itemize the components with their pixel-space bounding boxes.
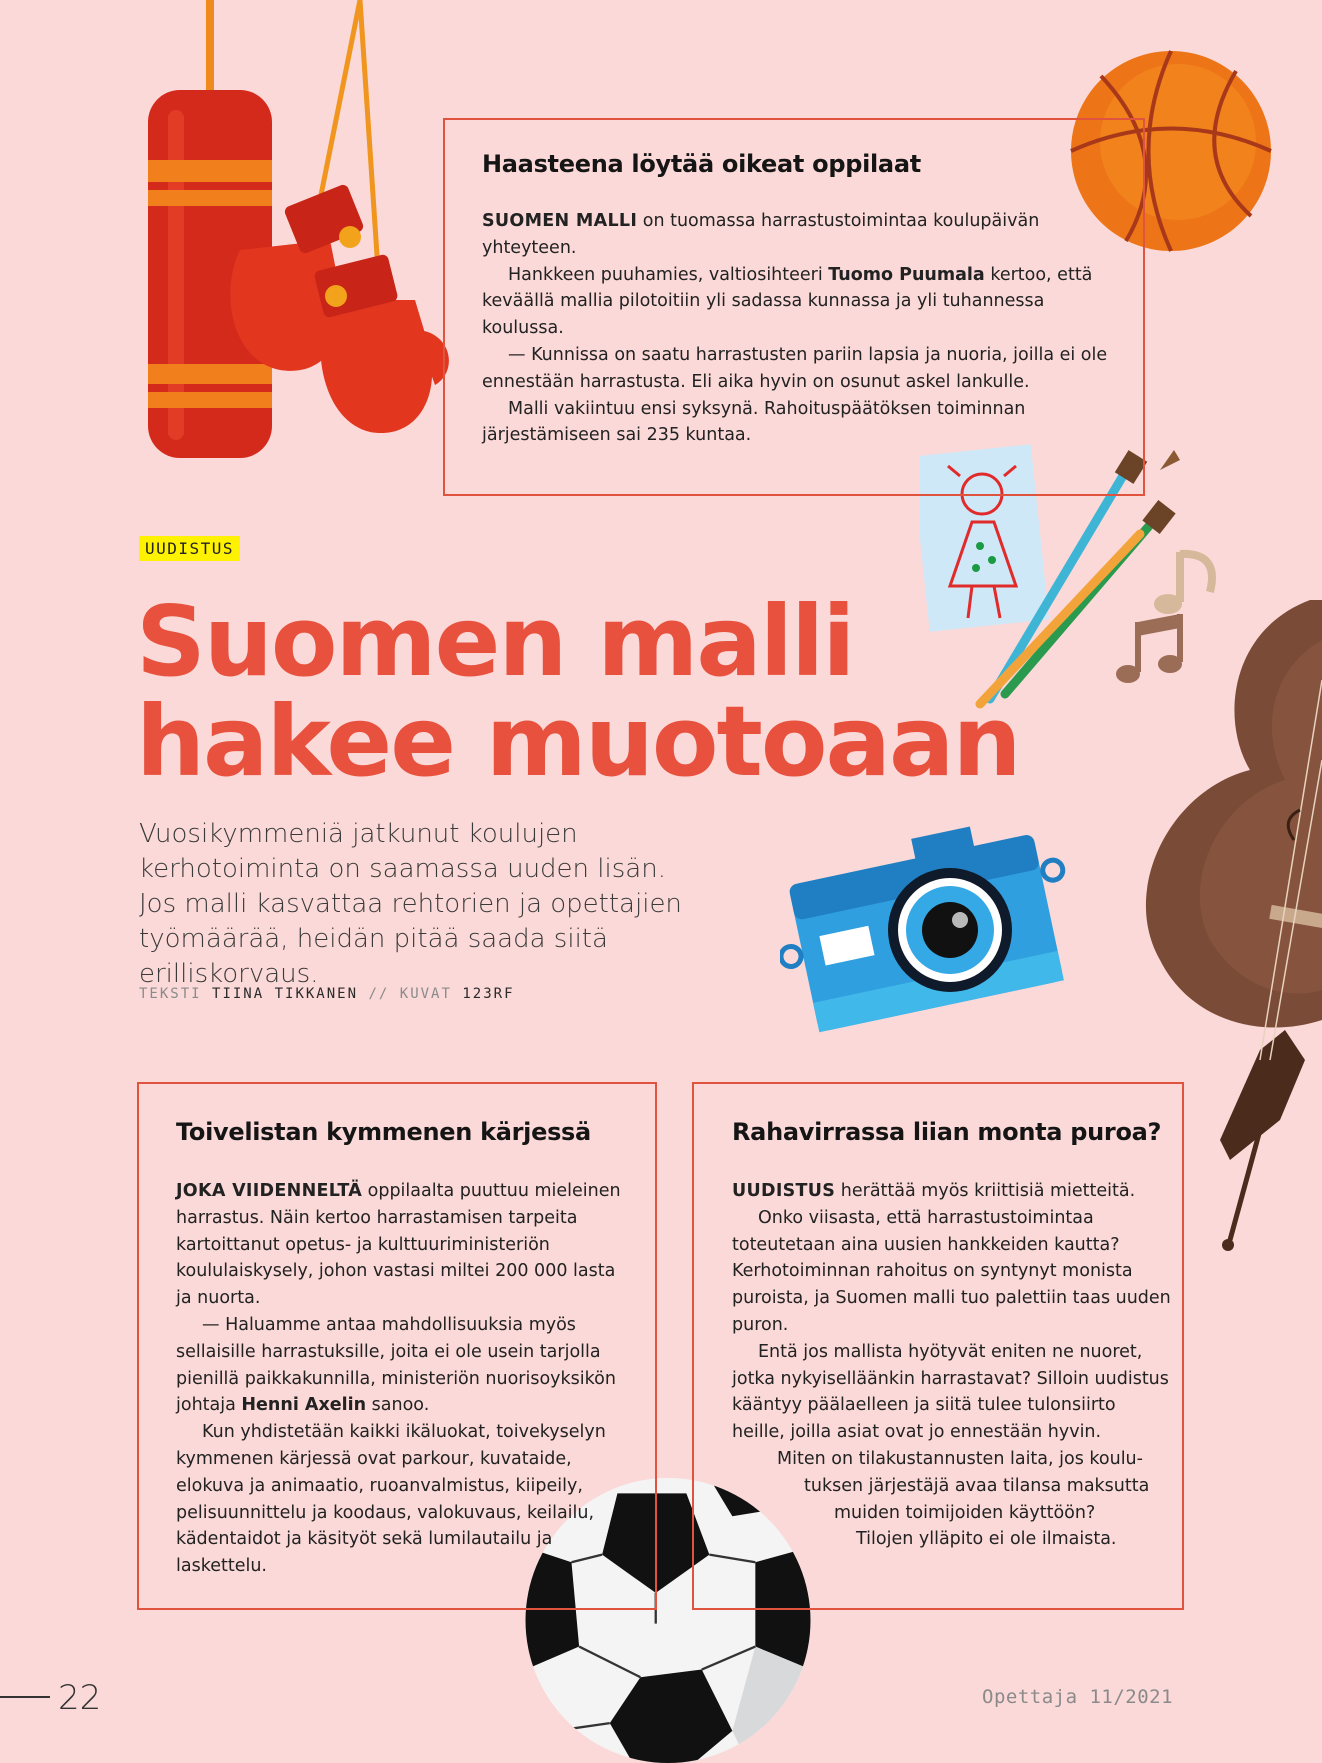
headline-line-1: Suomen malli — [136, 585, 854, 698]
box-right-p1: herättää myös kriittisiä mietteitä. — [835, 1181, 1136, 1201]
box-left-name: Henni Axelin — [241, 1395, 367, 1416]
sidebar-box-top-content — [482, 150, 1122, 449]
box-top-p3: — Kunnissa on saatu harrastusten pariin lapsia ja nuoria, joilla ei ole ennestään harrastusta. Eli aika hyvin on osunut askel lankulle. — [482, 344, 1108, 392]
box-right-p4-l4: Tilojen ylläpito ei ole ilmaista. — [856, 1529, 1117, 1550]
box-right-p4-l3: muiden toimijoiden käyttöön? — [834, 1502, 1096, 1523]
box-left-p2a: — Haluamme antaa mahdollisuuksia myös sellaisille harrastuksille, joita ei ole usein tarjolla pienillä paikkakunnilla, ministeriön nuorisoyksikön johtaja — [176, 1314, 616, 1416]
box-right-lead: UUDISTUS — [732, 1181, 836, 1201]
magazine-issue: Opettaja 11/2021 — [982, 1686, 1174, 1708]
box-left-p3: Kun yhdistetään kaikki ikäluokat, toivekyselyn kymmenen kärjessä ovat parkour, kuvataide, elokuva ja animaatio, ruoanvalmistus, kiipeily, pelisuunnittelu ja koodaus, valokuvaus, keilailu, kädentaidot ja käsityöt sekä lumilautailu ja laskettelu. — [176, 1422, 606, 1577]
headline-line-2: hakee muotoaan — [136, 685, 1020, 798]
credits — [139, 986, 515, 1002]
footer-rule — [0, 1696, 50, 1698]
box-left-p2b: sanoo. — [366, 1395, 430, 1416]
credit-author: TIINA TIKKANEN — [212, 986, 359, 1002]
box-top-p4: Malli vakiintuu ensi syksynä. Rahoituspäätöksen toiminnan järjestämiseen sai 235 kuntaa. — [482, 398, 1026, 446]
box-left-body — [176, 1178, 628, 1580]
box-top-body — [482, 208, 1122, 449]
credit-photo-label: KUVAT — [399, 986, 452, 1002]
box-top-lead: SUOMEN MALLI — [482, 211, 638, 231]
headline — [136, 585, 1020, 798]
box-top-name: Tuomo Puumala — [828, 264, 985, 285]
camera-illustration — [780, 818, 1070, 1038]
box-left-lead: JOKA VIIDENNELTÄ — [176, 1181, 363, 1201]
box-left-title: Toivelistan kymmenen kärjessä — [176, 1118, 591, 1146]
credit-separator: // — [368, 986, 390, 1002]
box-right-title: Rahavirrassa liian monta puroa? — [732, 1118, 1162, 1146]
box-top-p2b: kertoo, että keväällä mallia pilotoitiin yli sadassa kunnassa ja yli tuhannessa koulussa. — [482, 264, 1093, 339]
page-number: 22 — [58, 1678, 102, 1718]
box-right-p3: Entä jos mallista hyötyvät eniten ne nuoret, jotka nykyiselläänkin harrastavat? Silloin uudistus kääntyy päälaelleen ja siitä tulee tulonsiirto heille, joilla asiat ovat jo ennestään hyvin. — [732, 1341, 1169, 1443]
box-right-p4-l2: tuksen järjestäjä avaa tilansa maksutta — [804, 1475, 1150, 1496]
box-top-p2a: Hankkeen puuhamies, valtiosihteeri — [508, 264, 829, 285]
box-top-title: Haasteena löytää oikeat oppilaat — [482, 150, 921, 178]
section-tag: UUDISTUS — [139, 536, 240, 561]
box-left-p1: oppilaalta puuttuu mieleinen harrastus. Näin kertoo harrastamisen tarpeita kartoittanut opetus- ja kulttuuriministeriön koululaiskysely, johon vastasi miltei 200 000 lasta ja nuorta. — [176, 1181, 621, 1309]
credit-photo: 123RF — [462, 986, 515, 1002]
lede: Vuosikymmeniä jatkunut koulujen kerhotoiminta on saamassa uuden lisän. Jos malli kasvattaa rehtorien ja opettajien työmäärää, heidän pitää saada siitä erilliskorvaus. — [139, 819, 682, 989]
sidebar-box-right-content — [732, 1118, 1172, 1553]
box-top-p1: on tuomassa harrastustoimintaa koulupäivän yhteyteen. — [482, 211, 1040, 258]
box-right-p4-l1: Miten on tilakustannusten laita, jos koulu- — [777, 1448, 1143, 1469]
boxing-gloves-illustration — [210, 0, 460, 440]
sidebar-box-left-content — [176, 1118, 628, 1580]
credit-text-label: TEKSTI — [139, 986, 202, 1002]
box-right-body — [732, 1178, 1172, 1553]
box-right-p2: Onko viisasta, että harrastustoimintaa toteutetaan aina uusien hankkeiden kautta? Kerhotoiminnan rahoitus on syntynyt monista puroista, ja Suomen malli tuo palettiin taas uuden puron. — [732, 1207, 1171, 1335]
